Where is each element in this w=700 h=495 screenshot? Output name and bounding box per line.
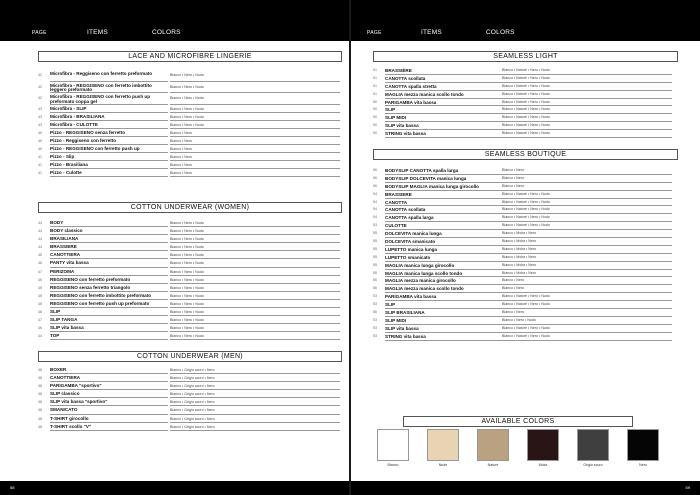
item-name: Microfibra - SLIP (50, 105, 87, 111)
item-page-number: 56 (373, 278, 377, 283)
item-name: SLIP TANGA (50, 317, 78, 323)
item-colors: Bianco • Nero • Nudo (170, 237, 204, 242)
section-title: SEAMLESS BOUTIQUE (373, 149, 678, 160)
item-name: Pizzo - REGGISENO con ferretto push up (50, 145, 140, 151)
row-rule (50, 331, 168, 332)
row-rule (385, 105, 511, 106)
item-colors: Bianco • Nero • Nudo (170, 261, 204, 266)
item-page-number: 48 (38, 424, 42, 429)
item-page-number: 43 (38, 114, 42, 119)
item-page-number: 51 (373, 83, 377, 88)
item-colors: Bianco • Grigio scuro • Nero (170, 384, 215, 389)
item-page-number: 48 (38, 408, 42, 413)
item-name: CULOTTE (385, 223, 407, 229)
item-colors: Bianco • Naturè • Nero • Nudo (502, 75, 550, 80)
item-name: Pizzo - Slip (50, 154, 75, 160)
item-name: CANOTTA scollata (385, 207, 426, 213)
item-colors: Bianco • Nero • Nudo (170, 318, 204, 323)
item-page-number: 45 (38, 277, 42, 282)
item-name: Microfibra - REGGISENO con ferretto push up preformato coppa gel (50, 94, 151, 104)
item-page-number: 48 (38, 416, 42, 421)
colors-column-label: COLORS (152, 29, 181, 36)
item-colors: Bianco • Naturè • Nero • Nudo (502, 68, 550, 72)
item-name: MAGLIA manica lunga scollo tondo (385, 270, 463, 276)
row-rule (385, 300, 511, 301)
item-name: LUPETTO smanicato (385, 254, 431, 260)
page-number: 58 (10, 485, 15, 490)
item-name: SLIP classico (50, 391, 80, 397)
item-page-number: 56 (373, 286, 377, 291)
item-page-number: 50 (373, 123, 377, 128)
color-swatch-label: Nero (639, 463, 647, 467)
item-colors: Bianco • Nero (170, 171, 193, 176)
item-colors: Bianco • Grigio scuro • Nero (170, 416, 215, 421)
item-colors: Bianco • Moka • Nero (502, 239, 537, 244)
section-title: COTTON UNDERWEAR (MEN) (38, 351, 342, 362)
color-swatch (477, 429, 509, 461)
item-colors: Bianco • Nero • Nudo (170, 229, 204, 234)
item-page-number: 45 (38, 253, 42, 258)
item-page-number: 47 (38, 318, 42, 323)
item-colors: Bianco • Nero (170, 146, 193, 151)
item-page-number: 44 (38, 334, 42, 339)
item-page-number: 50 (373, 131, 377, 136)
row-rule (50, 81, 168, 82)
item-colors: Bianco • Naturè • Nero • Nudo (502, 223, 550, 228)
row-rule (170, 339, 340, 340)
row-rule (170, 144, 340, 145)
item-page-number: 41 (38, 163, 42, 168)
item-colors: Bianco • Naturè • Nero • Nudo (502, 207, 550, 212)
item-page-number: 54 (373, 215, 377, 220)
row-rule (170, 128, 340, 129)
item-page-number: 46 (38, 326, 42, 331)
item-name: STRING vita bassa (385, 131, 426, 137)
item-colors: Bianco • Naturè • Nero • Nudo (502, 302, 550, 307)
item-page-number: 44 (38, 221, 42, 225)
item-page-number: 44 (38, 229, 42, 234)
color-swatch-label: Naturè (487, 463, 499, 467)
item-page-number: 56 (373, 310, 377, 315)
item-page-number: 53 (373, 302, 377, 307)
item-page-number: 43 (38, 122, 42, 127)
item-colors: Bianco • Naturè • Nero • Nudo (502, 325, 550, 330)
item-colors: Bianco • Grigio scuro • Nero (170, 408, 215, 413)
item-colors: Bianco • Nero (502, 310, 525, 315)
item-page-number: 44 (38, 237, 42, 242)
item-page-number: 54 (373, 191, 377, 196)
item-colors: Bianco • Moka • Nero (502, 254, 537, 259)
item-name: Pizzo - REGGISENO senza ferretto (50, 129, 126, 135)
item-page-number: 55 (373, 231, 377, 236)
item-page-number: 42 (38, 96, 42, 100)
item-colors: Bianco • Nero • Nudo (170, 122, 204, 127)
item-colors: Bianco • Nero • Nudo (170, 106, 204, 111)
item-name: SLIP (385, 302, 396, 308)
item-colors: Bianco • Nero • Nudo (170, 334, 204, 339)
item-name: CANOTTA (385, 199, 408, 205)
item-page-number: 53 (373, 333, 377, 338)
item-colors: Bianco • Nero (502, 175, 525, 180)
section-title: LACE AND MICROFIBRE LINGERIE (38, 51, 342, 62)
color-swatch (377, 429, 409, 461)
left-page (0, 0, 349, 495)
item-colors: Bianco • Nero • Nudo (170, 269, 204, 274)
item-colors: Bianco • Nero • Nudo (170, 293, 204, 298)
item-page-number: 45 (38, 285, 42, 290)
item-name: BRASSIERE (50, 244, 77, 250)
row-rule (502, 174, 672, 175)
item-colors: Bianco • Naturè • Nero • Nudo (502, 99, 550, 104)
item-colors: Bianco • Grigio scuro • Nero (170, 368, 215, 372)
item-name: DOLCEVITA manica lunga (385, 231, 442, 237)
item-page-number: 53 (373, 325, 377, 330)
item-name: SLIP vita bassa (50, 325, 84, 331)
item-colors: Bianco • Nero • Nudo (170, 253, 204, 258)
item-name: BRASILIANA (50, 236, 79, 242)
item-colors: Bianco • Naturè • Nero • Nudo (502, 199, 550, 204)
item-name: Pizzo - Brasiliana (50, 162, 88, 168)
item-colors: Bianco • Grigio scuro • Nero (170, 392, 215, 397)
item-name: SMANICATO (50, 407, 78, 413)
item-page-number: 56 (373, 175, 377, 180)
row-rule (170, 136, 340, 137)
row-rule (502, 276, 672, 277)
item-page-number: 51 (373, 75, 377, 80)
color-swatch-label: Nude (438, 463, 448, 467)
items-column-label: ITEMS (421, 29, 442, 36)
item-colors: Bianco • Grigio scuro • Nero (170, 424, 215, 429)
item-page-number: 54 (373, 199, 377, 204)
item-name: BODYSLIP MAGLIA manica lunga girocollo (385, 183, 479, 189)
item-name: TOP (50, 333, 60, 339)
item-colors: Bianco • Nero • Nudo (170, 114, 204, 119)
item-colors: Bianco • Naturè • Nero • Nudo (502, 333, 550, 338)
color-swatch-label: Grigio scuro (583, 463, 603, 467)
item-name: Microfibra - CULOTTE (50, 121, 98, 127)
item-name: SLIP MIDI (385, 317, 407, 323)
item-name: Microfibra - Reggiseno con ferretto preformato (50, 71, 153, 76)
colors-column-label: COLORS (486, 29, 515, 36)
item-colors: Bianco • Naturè • Nero • Nudo (502, 294, 550, 299)
row-rule (502, 284, 672, 285)
item-colors: Bianco • Nero • Nudo (170, 84, 204, 89)
row-rule (502, 182, 672, 183)
item-page-number: 46 (38, 310, 42, 315)
row-rule (385, 137, 511, 138)
item-colors: Bianco • Nero • Nudo (170, 326, 204, 331)
item-page-number: 53 (373, 294, 377, 299)
row-rule (50, 176, 168, 177)
item-colors: Bianco • Nero (170, 138, 193, 143)
item-colors: Bianco • Nero • Nudo (170, 301, 204, 306)
item-name: REGGISENO con ferretto preformato (50, 276, 131, 282)
right-header-bar (351, 0, 700, 41)
row-rule (50, 339, 168, 340)
item-colors: Bianco • Nero (170, 163, 193, 168)
item-name: SLIP MIDI (385, 115, 407, 121)
item-name: T-SHIRT girocollo (50, 415, 89, 421)
item-page-number: 48 (38, 392, 42, 397)
item-name: REGGISENO con ferretto imbottito preformato (50, 292, 152, 298)
item-page-number: 41 (38, 155, 42, 160)
item-colors: Bianco • Nero (170, 130, 193, 135)
item-colors: Bianco • Nero • Nudo (170, 73, 204, 77)
row-rule (385, 340, 511, 341)
item-page-number: 44 (38, 245, 42, 250)
available-colors-title: AVAILABLE COLORS (403, 416, 633, 427)
item-name: BODYSLIP CANOTTA spalla larga (385, 168, 459, 173)
color-swatch (427, 429, 459, 461)
left-footer-bar (0, 481, 349, 495)
item-name: PANTY vita bassa (50, 260, 89, 266)
item-colors: Bianco • Nero (502, 286, 525, 291)
item-colors: Bianco • Naturè • Nero • Nudo (502, 215, 550, 220)
item-page-number: 48 (38, 400, 42, 405)
item-name: Microfibra - BRASILIANA (50, 113, 105, 119)
page-number: 59 (685, 485, 690, 490)
item-colors: Bianco • Nero • Nudo (170, 285, 204, 290)
item-page-number: 55 (373, 239, 377, 244)
item-name: PARIGAMBA vita bassa (385, 294, 437, 300)
item-name: PARIGAMBA "sportivo" (50, 383, 102, 389)
item-name: STRING vita bassa (385, 333, 426, 339)
item-page-number: 42 (38, 73, 42, 77)
row-rule (170, 430, 340, 431)
item-name: SLIP vita bassa (385, 123, 419, 129)
item-page-number: 48 (38, 384, 42, 389)
item-page-number: 50 (373, 99, 377, 104)
item-page-number: 55 (373, 254, 377, 259)
item-colors: Bianco • Naturè • Nero • Nudo (502, 131, 550, 136)
item-colors: Bianco • Moka • Nero (502, 270, 537, 275)
item-page-number: 56 (373, 183, 377, 188)
item-name: Microfibra - REGGISENO con ferretto imbottito leggero preformato (50, 82, 152, 93)
item-colors: Bianco • Nero (502, 278, 525, 283)
item-colors: Bianco • Grigio scuro • Nero (170, 376, 215, 381)
item-colors: Bianco • Naturè • Nero • Nudo (502, 91, 550, 96)
item-page-number: 40 (38, 146, 42, 151)
item-page-number: 48 (38, 376, 42, 381)
item-name: BOXER (50, 367, 67, 372)
item-colors: Bianco • Naturè • Nero • Nudo (502, 83, 550, 88)
item-page-number: 51 (373, 68, 377, 72)
item-name: CANOTTA spalla stretta (385, 83, 437, 89)
color-swatch (627, 429, 659, 461)
item-name: MAGLIA mezza manica girocollo (385, 278, 456, 284)
item-name: Pizzo - Reggiseno con ferretto (50, 137, 117, 143)
item-page-number: 53 (373, 223, 377, 228)
item-name: PARIGAMBA vita bassa (385, 99, 437, 105)
row-rule (502, 137, 672, 138)
item-name: MAGLIA mezza manica scollo tondo (385, 286, 464, 292)
item-name: MAGLIA manica lunga girocollo (385, 262, 455, 268)
row-rule (50, 430, 168, 431)
item-colors: Bianco • Naturè • Nero • Nudo (502, 123, 550, 128)
right-footer-bar (351, 481, 700, 495)
color-swatch (527, 429, 559, 461)
right-page (351, 0, 700, 495)
item-name: CANOTTIERA (50, 375, 81, 381)
left-header-bar (0, 0, 349, 41)
item-page-number: 41 (38, 171, 42, 176)
section-title: SEAMLESS LIGHT (373, 51, 678, 62)
item-page-number: 45 (38, 301, 42, 306)
color-swatch (577, 429, 609, 461)
item-page-number: 40 (38, 130, 42, 135)
item-page-number: 42 (38, 84, 42, 89)
item-name: LUPETTO manica lunga (385, 246, 437, 252)
item-colors: Bianco • Grigio scuro • Nero (170, 400, 215, 405)
item-colors: Bianco • Nero • Nudo (170, 96, 204, 100)
row-rule (502, 340, 672, 341)
item-page-number: 45 (38, 293, 42, 298)
item-name: SLIP (50, 309, 61, 315)
item-name: SLIP vita bassa (385, 325, 419, 331)
item-page-number: 46 (38, 261, 42, 266)
item-page-number: 43 (38, 106, 42, 111)
item-name: DOLCEVITA smanicato (385, 239, 436, 245)
item-colors: Bianco • Naturè • Nero • Nudo (502, 191, 550, 196)
item-name: BRASSIERE (385, 191, 412, 197)
item-page-number: 56 (373, 168, 377, 172)
item-page-number: 51 (373, 91, 377, 96)
item-colors: Bianco • Moka • Nero (502, 246, 537, 251)
item-colors: Bianco • Nero • Nudo (170, 310, 204, 315)
row-rule (502, 308, 672, 309)
row-rule (170, 152, 340, 153)
item-name: CANOTTA spalla larga (385, 215, 434, 221)
item-colors: Bianco • Nero (502, 168, 525, 172)
item-name: CANOTTIERA (50, 252, 81, 258)
item-page-number: 50 (373, 107, 377, 112)
item-name: PERIZOMA (50, 268, 75, 274)
color-swatch-label: Bianco (387, 463, 399, 467)
item-colors: Bianco • Nero • Nudo (502, 317, 536, 322)
item-page-number: 40 (38, 138, 42, 143)
item-colors: Bianco • Nero • Nudo (170, 277, 204, 282)
item-page-number: 47 (38, 269, 42, 274)
item-page-number: 53 (373, 317, 377, 322)
item-name: Pizzo - Culotte (50, 170, 82, 176)
item-name: BODY classico (50, 228, 83, 234)
item-name: BRASSIÈRE (385, 68, 412, 73)
page-column-label: PAGE (367, 30, 382, 36)
item-colors: Bianco • Moka • Nero (502, 262, 537, 267)
item-name: MAGLIA mezza manica scollo tondo (385, 91, 464, 97)
item-colors: Bianco • Nero • Nudo (170, 221, 204, 225)
row-rule (170, 160, 340, 161)
item-name: BODY (50, 220, 64, 225)
item-page-number: 54 (373, 207, 377, 212)
item-page-number: 48 (38, 368, 42, 372)
item-page-number: 55 (373, 262, 377, 267)
row-rule (170, 176, 340, 177)
item-name: REGGISENO con ferretto push up preformato (50, 300, 150, 306)
item-name: CANOTTA scollata (385, 75, 426, 81)
item-name: SLIP BRASILIANA (385, 310, 425, 316)
item-name: SLIP vita bassa "sportivo" (50, 399, 108, 405)
item-name: SLIP (385, 107, 396, 113)
item-page-number: 55 (373, 270, 377, 275)
item-colors: Bianco • Nero (170, 155, 193, 160)
row-rule (170, 168, 340, 169)
item-colors: Bianco • Moka • Nero (502, 231, 537, 236)
row-rule (50, 92, 168, 93)
page-column-label: PAGE (32, 30, 47, 36)
items-column-label: ITEMS (87, 29, 108, 36)
item-page-number: 55 (373, 246, 377, 251)
item-name: REGGISENO senza ferretto triangolo (50, 284, 131, 290)
row-rule (50, 307, 168, 308)
item-name: T-SHIRT scollo "V" (50, 423, 92, 429)
item-page-number: 50 (373, 115, 377, 120)
item-colors: Bianco • Nero (502, 183, 525, 188)
item-colors: Bianco • Naturè • Nero • Nudo (502, 115, 550, 120)
color-swatch-label: Moka (538, 463, 548, 467)
section-title: COTTON UNDERWEAR (WOMEN) (38, 202, 342, 213)
item-colors: Bianco • Naturè • Nero • Nudo (502, 107, 550, 112)
item-colors: Bianco • Nero • Nudo (170, 245, 204, 250)
item-name: BODYSLIP DOLCEVITA manica lunga (385, 175, 467, 181)
